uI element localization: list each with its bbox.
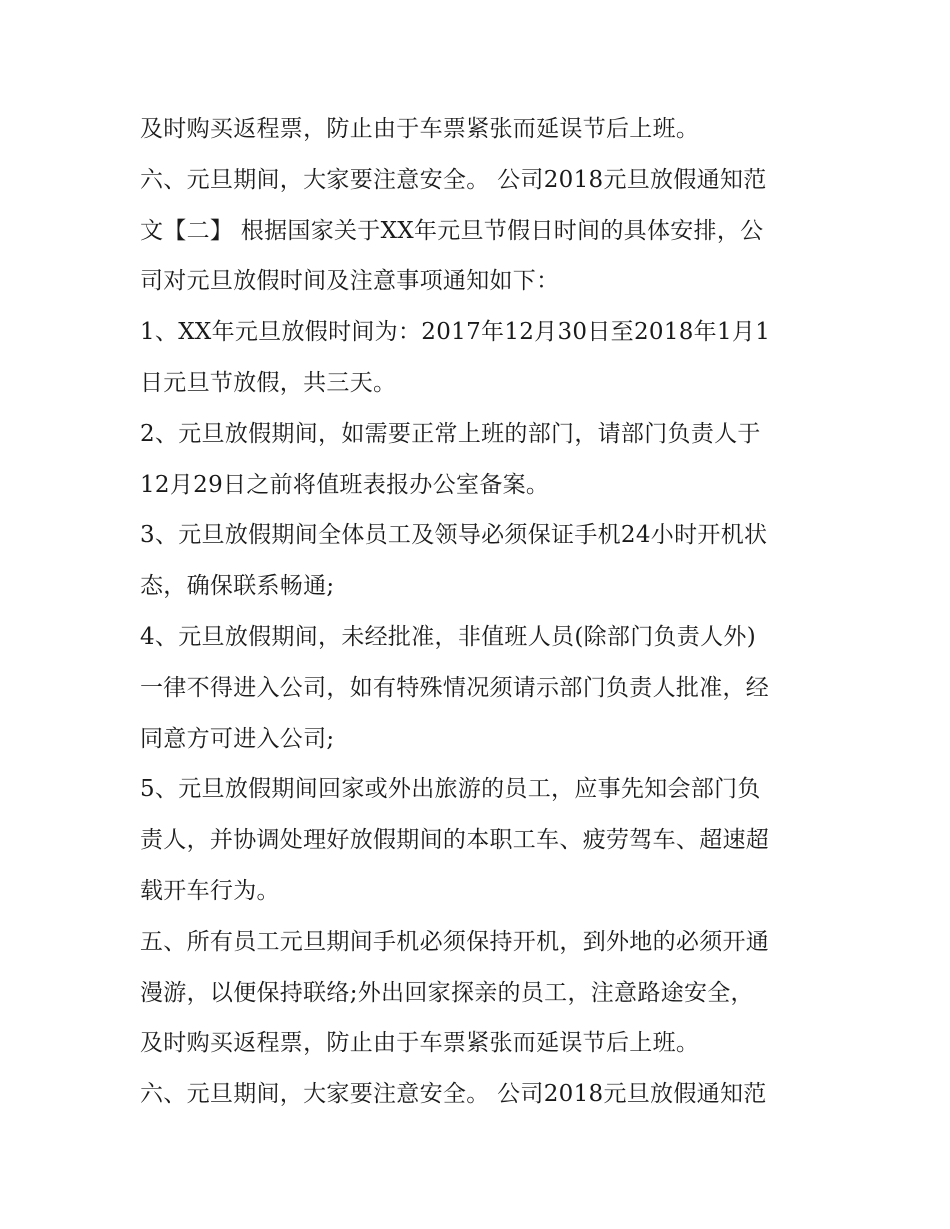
text-line: 文【二】 根据国家关于XX年元旦节假日时间的具体安排，公 (140, 217, 764, 244)
text-line: 六、元旦期间，大家要注意安全。 公司2018元旦放假通知范 (140, 166, 767, 193)
text-line: 3、元旦放假期间全体员工及领导必须保证手机24小时开机状 (140, 522, 768, 549)
text-line: 司对元旦放假时间及注意事项通知如下： (140, 268, 560, 295)
text-line: 五、所有员工元旦期间手机必须保持开机，到外地的必须开通 (140, 928, 770, 955)
text-line: 一律不得进入公司，如有特殊情况须请示部门负责人批准，经 (140, 674, 770, 701)
text-line: 同意方可进入公司; (140, 725, 335, 752)
text-line: 漫游，以便保持联络;外出回家探亲的员工，注意路途安全， (140, 979, 754, 1006)
text-line: 日元旦节放假，共三天。 (140, 369, 397, 396)
text-line: 2、元旦放假期间，如需要正常上班的部门，请部门负责人于 (140, 420, 761, 447)
text-line: 5、元旦放假期间回家或外出旅游的员工，应事先知会部门负 (140, 776, 761, 803)
text-line: 及时购买返程票，防止由于车票紧张而延误节后上班。 (140, 116, 700, 142)
text-line: 载开车行为。 (140, 877, 280, 904)
text-line: 4、元旦放假期间，未经批准，非值班人员(除部门负责人外) (140, 623, 756, 650)
text-line: 责人，并协调处理好放假期间的本职工车、疲劳驾车、超速超 (140, 827, 770, 854)
document-body (140, 104, 830, 1120)
text-line: 1、XX年元旦放假时间为：2017年12月30日至2018年1月1 (140, 319, 771, 346)
text-line: 态，确保联系畅通; (140, 573, 335, 600)
text-line: 12月29日之前将值班表报办公室备案。 (140, 471, 550, 498)
text-line: 及时购买返程票，防止由于车票紧张而延误节后上班。 (140, 1030, 700, 1057)
text-line: 六、元旦期间，大家要注意安全。 公司2018元旦放假通知范 (140, 1081, 767, 1108)
